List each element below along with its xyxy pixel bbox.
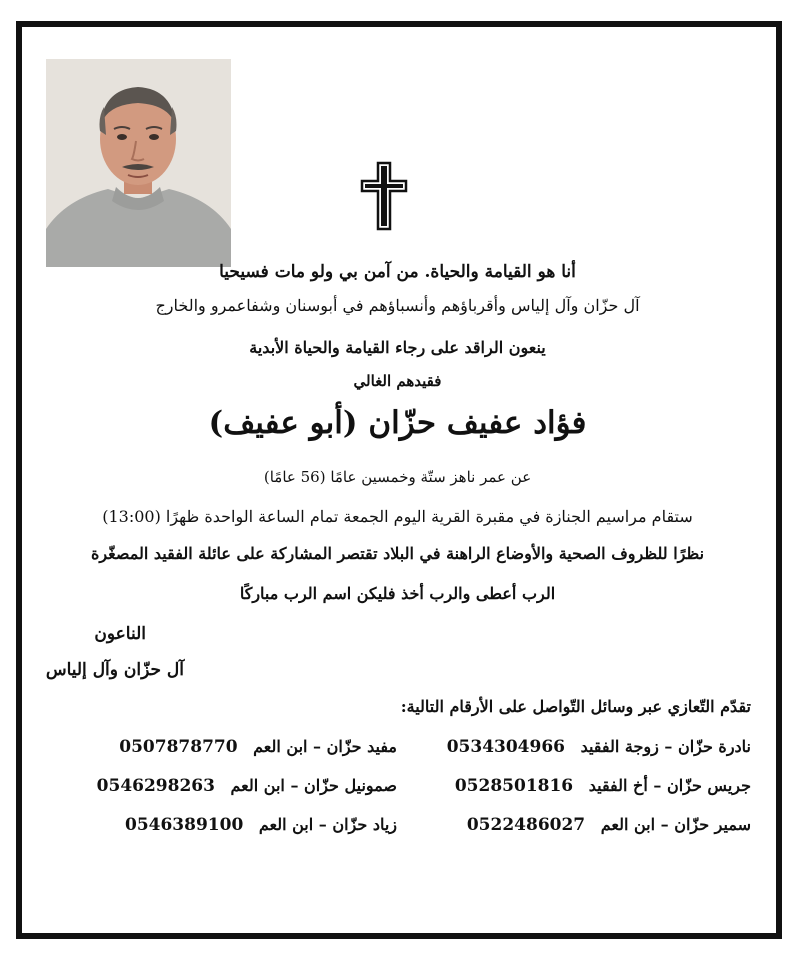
mourners-families: آل حزّان وآل إلياس — [45, 660, 184, 680]
contact-item — [97, 776, 397, 796]
contact-item — [119, 737, 397, 757]
contact-phone: 0528501816 — [454, 776, 574, 796]
deceased-name: فؤاد عفيف حزّان (أبو عفيف) — [208, 405, 587, 441]
contact-name: صمونيل حزّان – ابن العم — [230, 776, 397, 795]
contact-name: جريس حزّان – أخ الفقيد — [588, 776, 751, 795]
contact-name: نادرة حزّان – زوجة الفقيد — [580, 737, 751, 756]
funeral-details: ستقام مراسيم الجنازة في مقبرة القرية اليوم الجمعة تمام الساعة الواحدة ظهرًا (13:00) — [102, 507, 693, 526]
portrait-photo — [46, 59, 231, 267]
portrait-illustration — [46, 59, 231, 267]
contact-item — [447, 737, 751, 757]
contact-phone: 0522486027 — [466, 815, 586, 835]
health-notice: نظرًا للظروف الصحية والأوضاع الراهنة في البلاد تقتصر المشاركة على عائلة الفقيد المصغّرة — [90, 544, 705, 563]
contact-item — [455, 776, 751, 796]
bible-verse: أنا هو القيامة والحياة. من آمن بي ولو مات فسيحيا — [219, 262, 576, 282]
families-line: آل حزّان وآل إلياس وأقرباؤهم وأنسباؤهم في أبوسنان وشفاعمرو والخارج — [155, 296, 640, 315]
contact-name: مفيد حزّان – ابن العم — [253, 737, 397, 756]
age-line: عن عمر ناهز ستّة وخمسين عامًا (56 عامًا) — [263, 468, 532, 486]
dear-deceased-label: فقيدهم الغالي — [353, 372, 442, 390]
announcement-line: ينعون الراقد على رجاء القيامة والحياة الأبدية — [249, 338, 546, 357]
contact-name: سمير حزّان – ابن العم — [600, 815, 751, 834]
contact-phone: 0507878770 — [119, 737, 238, 757]
contact-item — [467, 815, 751, 835]
contact-phone: 0546298263 — [96, 776, 215, 796]
cross-icon — [360, 161, 408, 231]
contact-item — [125, 815, 397, 835]
condolences-intro: تقدّم التّعازي عبر وسائل التّواصل على الأرقام التالية: — [400, 697, 751, 716]
contact-phone: 0534304966 — [446, 737, 565, 757]
contact-name: زياد حزّان – ابن العم — [258, 815, 397, 834]
mourners-label: الناعون — [94, 624, 146, 644]
blessing-line: الرب أعطى والرب أخذ فليكن اسم الرب مباركًا — [239, 584, 556, 603]
contact-phone: 0546389100 — [124, 815, 244, 835]
